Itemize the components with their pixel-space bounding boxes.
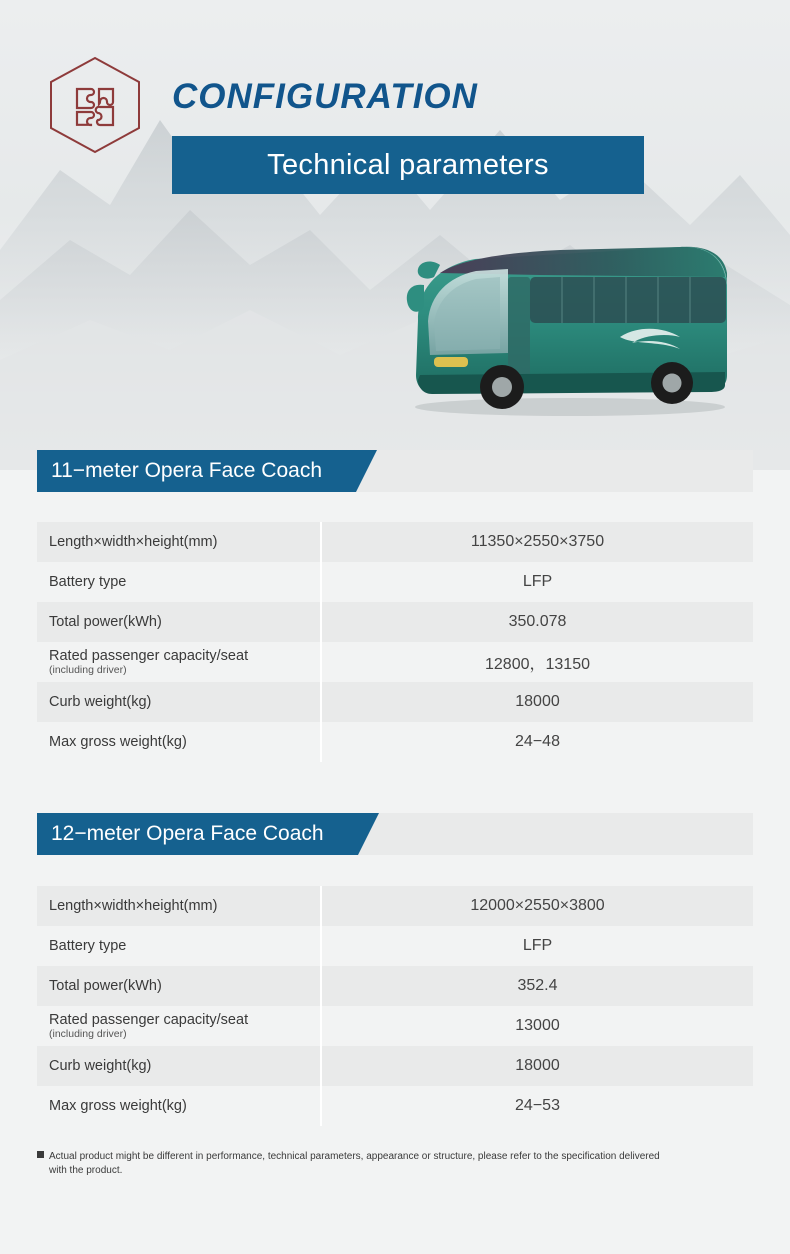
subtitle-banner	[172, 136, 644, 194]
table-row	[37, 602, 753, 642]
row-value: 352.4	[517, 977, 558, 994]
table-row	[37, 1046, 753, 1086]
row-label: Max gross weight(kg)	[37, 722, 321, 762]
table-row	[37, 1006, 753, 1046]
row-label-main: Rated passenger capacity/seat	[49, 648, 249, 664]
row-value: 12800，13150	[485, 655, 590, 673]
page-header	[0, 0, 790, 215]
square-bullet-icon	[37, 1151, 44, 1158]
section-title-11m: 11−meter Opera Face Coach	[37, 450, 356, 492]
table-row	[37, 682, 753, 722]
row-label: Battery type	[37, 562, 321, 602]
footnote-line-1: Actual product might be different in performance, technical parameters, appearance or structure, please refer to the specification delivered	[49, 1151, 660, 1162]
table-row	[37, 886, 753, 926]
row-value: 24−53	[515, 1097, 560, 1114]
row-label: Total power(kWh)	[37, 602, 321, 642]
subtitle-text: Technical parameters	[267, 148, 549, 181]
table-row	[37, 926, 753, 966]
row-label: Max gross weight(kg)	[37, 1086, 321, 1126]
puzzle-hexagon-icon	[47, 55, 143, 155]
row-label-sub: (including driver)	[49, 664, 127, 676]
row-label: Length×width×height(mm)	[37, 522, 321, 562]
table-row	[37, 642, 753, 682]
row-label	[37, 642, 321, 682]
table-row	[37, 522, 753, 562]
footnote	[37, 1150, 753, 1178]
table-row	[37, 1086, 753, 1126]
row-label: Length×width×height(mm)	[37, 886, 321, 926]
row-value: 18000	[515, 693, 560, 710]
row-label	[37, 1006, 321, 1046]
row-value: 18000	[515, 1057, 560, 1074]
row-label: Curb weight(kg)	[37, 1046, 321, 1086]
coach-bus-image	[380, 225, 750, 430]
row-label: Total power(kWh)	[37, 966, 321, 1006]
row-label: Battery type	[37, 926, 321, 966]
section-header-11m	[37, 450, 753, 492]
table-row	[37, 966, 753, 1006]
row-label-main: Rated passenger capacity/seat	[49, 1012, 249, 1028]
section-title-12m: 12−meter Opera Face Coach	[37, 813, 358, 855]
row-label: Curb weight(kg)	[37, 682, 321, 722]
row-value: 350.078	[508, 613, 567, 630]
footnote-line-2: with the product.	[49, 1165, 123, 1176]
row-label-sub: (including driver)	[49, 1028, 127, 1040]
row-value: 13000	[515, 1017, 560, 1034]
row-value: LFP	[522, 937, 553, 954]
spec-table-11m	[37, 522, 753, 762]
row-value: 24−48	[515, 733, 560, 750]
table-row	[37, 562, 753, 602]
spec-table-12m	[37, 886, 753, 1126]
row-value: 12000×2550×3800	[470, 897, 605, 914]
table-row	[37, 722, 753, 762]
section-header-12m	[37, 813, 753, 855]
row-value: LFP	[522, 573, 553, 590]
row-value: 11350×2550×3750	[470, 533, 605, 550]
page-title: CONFIGURATION	[172, 77, 478, 116]
